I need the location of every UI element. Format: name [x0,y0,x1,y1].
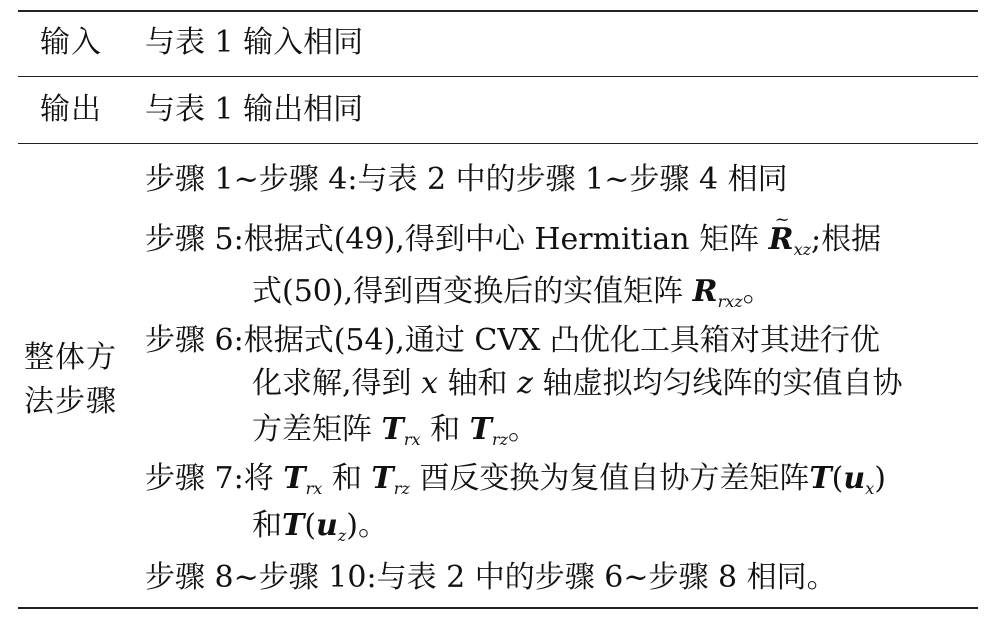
u-x-symbol: u [843,461,866,496]
step-7-end: 。 [358,508,389,543]
step-6-line3 [252,408,538,462]
u-z-subscript: z [337,526,347,545]
step-7-and: 和 [331,461,362,496]
u-z-symbol: u [316,508,338,543]
method-label-line2: 法步骤 [24,384,117,419]
row-divider [18,143,978,144]
step7-matrix-t-rz-subscript: rz [393,479,410,498]
step-6-line2 [252,362,902,406]
matrix-r-xz-subscript: xz [793,240,812,259]
method-label-line1: 整体方 [24,340,117,375]
step-5-text-2: 式(50),得到酉变换后的实值矩阵 [252,274,684,309]
step-6-line1: 步骤 6:根据式(54),通过 CVX 凸优化工具箱对其进行优 [145,323,880,358]
row-divider [18,76,978,77]
x-axis-symbol: x [421,366,439,401]
matrix-r-xz-symbol: ~ R [769,218,794,262]
matrix-r-rxz-subscript: rxz [717,292,743,311]
step-7-line1: 步骤 7:将 $T_{rx}$ 和 $T_{rz}$ 酉反变换为复值自协方差矩阵$T(u_x)$ [145,461,886,498]
step-7-text-b: 酉反变换为复值自协方差矩阵 [419,461,810,496]
step-6-end: 。 [508,412,539,447]
step-5-line2 [252,270,773,324]
matrix-t-rx-symbol: T [381,412,404,447]
matrix-r-rxz-symbol: R [692,274,718,309]
step-8-10: 步骤 8~步骤 10:与表 2 中的步骤 6~步骤 8 相同。 [145,560,837,595]
step-7-line2: 和$T(u_z)$。 [252,508,389,545]
step7-matrix-t-rx-subscript: rx [305,479,323,498]
toeplitz-operator-symbol-2: T [282,508,305,543]
step-1-4: 步骤 1~步骤 4:与表 2 中的步骤 1~步骤 4 相同 [145,162,788,197]
step-5-text-tail: ;根据 [811,222,882,257]
row-content-input: 与表 1 输入相同 [145,25,364,60]
matrix-t-rz-symbol: T [469,412,492,447]
step7-matrix-t-rx-symbol: T [283,461,306,496]
step7-matrix-t-rz-symbol: T [371,461,394,496]
step-5-text: 步骤 5:根据式(49),得到中心 Hermitian 矩阵 [145,222,760,257]
top-rule [18,10,978,12]
toeplitz-operator-symbol: T [809,461,832,496]
step-6-text-a: 化求解,得到 [252,366,412,401]
u-x-subscript: x [865,479,875,498]
step-6-and: 和 [430,412,461,447]
step-5-line1 [145,218,881,272]
step-5-end: 。 [742,274,773,309]
matrix-t-rz-subscript: rz [491,430,509,449]
bottom-rule [18,607,978,609]
step-7-text-a: 步骤 7:将 [145,461,274,496]
step-6-text-d: 方差矩阵 [252,412,372,447]
z-axis-symbol: z [517,366,533,401]
row-content-output: 与表 1 输出相同 [145,92,364,127]
step-7-text-c: 和 [252,508,282,543]
step-6-text-c: 轴虚拟均匀线阵的实值自协 [542,366,903,401]
step-6-text-b: 轴和 [447,366,508,401]
row-label-input: 输入 [40,25,102,60]
matrix-t-rx-subscript: rx [403,430,421,449]
row-label-output: 输出 [40,92,102,127]
